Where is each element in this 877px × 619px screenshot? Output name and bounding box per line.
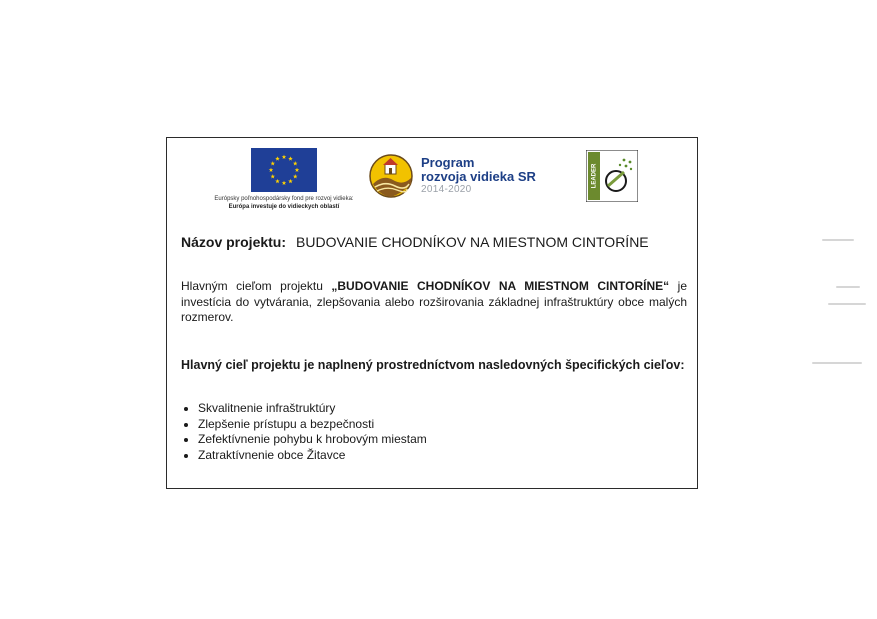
prv-period: 2014-2020 <box>421 184 472 195</box>
project-description <box>181 279 687 326</box>
description-prefix: Hlavným cieľom projektu <box>181 279 332 293</box>
goals-heading: Hlavný cieľ projektu je naplnený prostredníctvom nasledovných špecifických cieľov: <box>181 358 685 372</box>
description-project-name: „BUDOVANIE CHODNÍKOV NA MIESTNOM CINTORÍNE“ <box>331 279 670 293</box>
scan-artifact <box>836 286 860 288</box>
scan-artifact <box>812 362 862 364</box>
project-title-value: BUDOVANIE CHODNÍKOV NA MIESTNOM CINTORÍNE <box>296 234 649 250</box>
project-title-row <box>181 234 649 250</box>
prv-subtitle: rozvoja vidieka SR <box>421 169 536 184</box>
eu-slogan: Európa investuje do vidieckych oblastí <box>228 204 340 210</box>
list-item: Zlepšenie prístupu a bezpečnosti <box>181 417 427 433</box>
eu-caption: Európsky poľnohospodársky fond pre rozvoj vidieka: <box>214 196 354 202</box>
bullet-icon <box>184 438 188 442</box>
eu-logo-block <box>199 148 369 210</box>
list-item: Zatraktívnenie obce Žitavce <box>181 448 427 464</box>
svg-text:LEADER: LEADER <box>591 163 598 189</box>
leader-logo-icon <box>586 150 638 202</box>
project-info-board <box>166 137 698 489</box>
goals-list <box>181 401 427 463</box>
bullet-icon <box>184 423 188 427</box>
project-title-label: Názov projektu: <box>181 234 287 250</box>
prv-logo-block <box>369 154 549 198</box>
scan-artifact <box>822 239 854 241</box>
leader-logo-block <box>586 150 638 207</box>
bullet-icon <box>184 454 188 458</box>
prv-title: Program <box>421 155 475 170</box>
prv-emblem-icon <box>369 154 413 198</box>
description-suffix: je investícia do vytvárania, zlepšovania alebo rozširovania základnej infraštruktúry obce malých rozmerov. <box>181 279 687 324</box>
bullet-icon <box>184 407 188 411</box>
list-item: Skvalitnenie infraštruktúry <box>181 401 427 417</box>
eu-flag-icon <box>251 148 317 192</box>
list-item: Zefektívnenie pohybu k hrobovým miestam <box>181 432 427 448</box>
scan-artifact <box>828 303 866 305</box>
